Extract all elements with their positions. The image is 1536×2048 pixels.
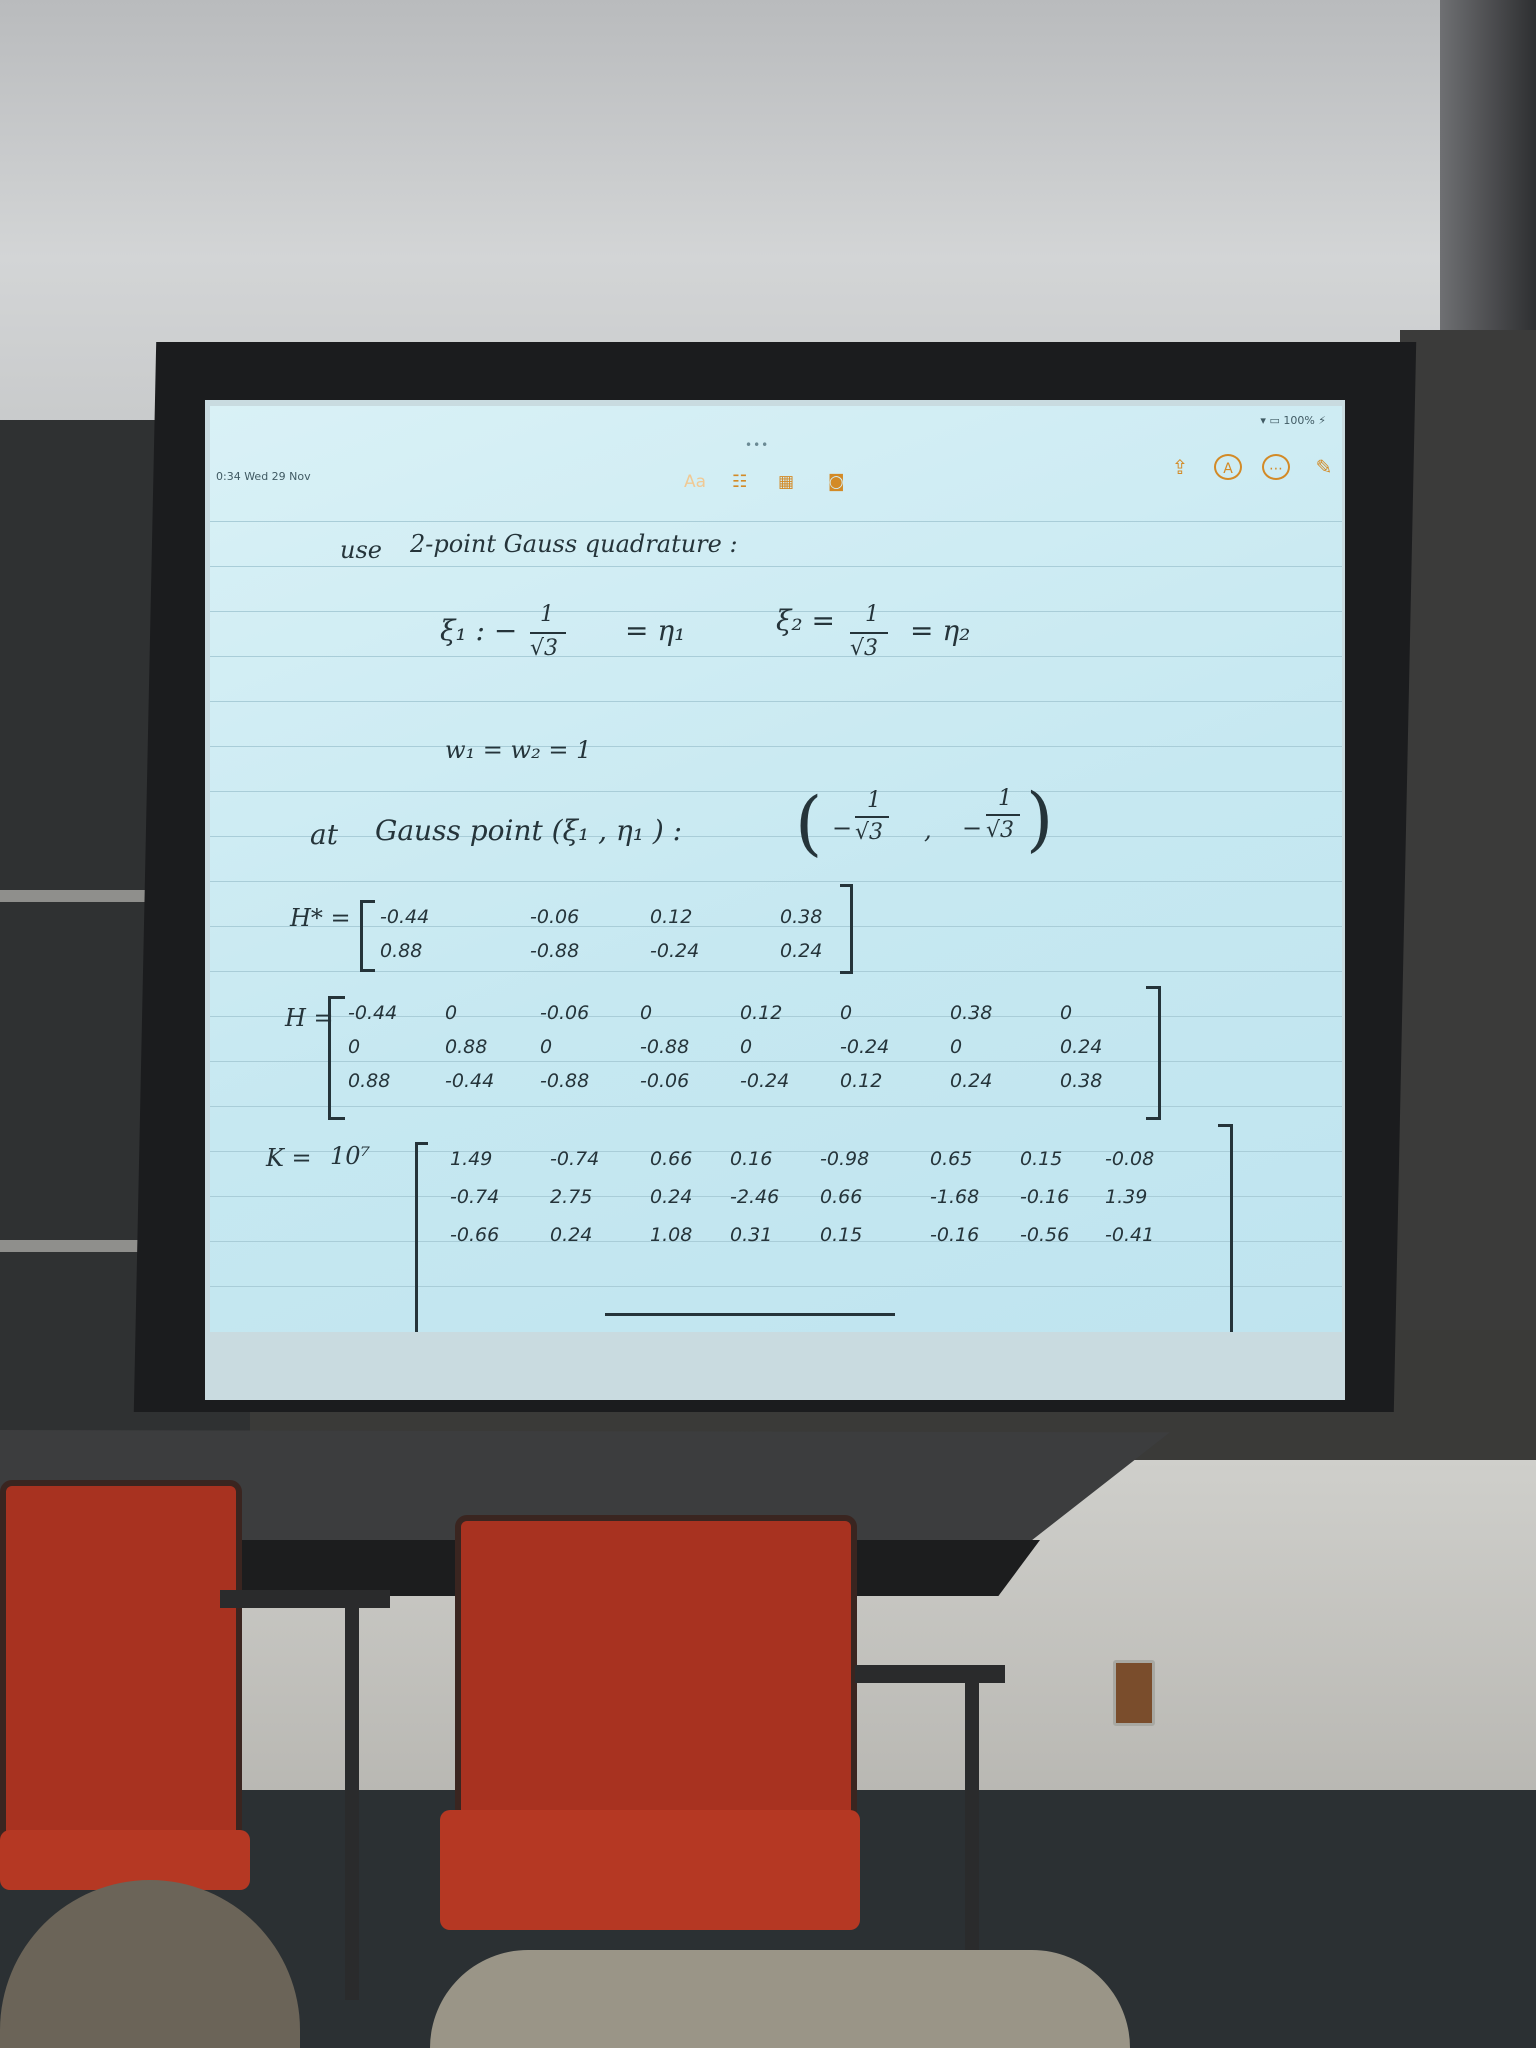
ruled-line [210, 1106, 1342, 1107]
frac3-num: 1 [867, 788, 881, 813]
frac4-bar [986, 814, 1020, 816]
chair-seat-right [440, 1810, 860, 1930]
compose-icon[interactable]: ✎ [1315, 455, 1333, 479]
frac4-den: √3 [986, 818, 1015, 843]
k-cell-r2-c1: -0.74 [450, 1186, 500, 1208]
h-cell-r2-c7: 0 [950, 1036, 963, 1058]
ruled-line [210, 656, 1342, 657]
h-cell-r3-c1: 0.88 [348, 1070, 391, 1092]
text-at: at [310, 818, 338, 851]
ruled-line [210, 971, 1342, 972]
status-battery: ▾ ▭ 100% ⚡ [1260, 414, 1326, 427]
weights: w₁ = w₂ = 1 [445, 736, 592, 764]
k-cell-r3-c4: 0.31 [730, 1224, 773, 1246]
k-cell-r3-c6: -0.16 [930, 1224, 980, 1246]
k-label: K = [266, 1144, 312, 1172]
h-cell-r1-c8: 0 [1060, 1002, 1073, 1024]
hstar-cell-r2-c2: -0.88 [530, 940, 580, 962]
table-icon[interactable]: ▦ [778, 472, 795, 492]
frac2-bar [850, 632, 888, 634]
k-cell-r3-c5: 0.15 [820, 1224, 863, 1246]
hstar-label: H* = [290, 904, 351, 932]
h-cell-r1-c4: 0 [640, 1002, 653, 1024]
xi1-eq: = η₁ [625, 614, 686, 647]
hstar-cell-r2-c1: 0.88 [380, 940, 423, 962]
foreground-chair-right [430, 1950, 1130, 2048]
ruled-line [210, 1151, 1342, 1152]
k-cell-r2-c7: -0.16 [1020, 1186, 1070, 1208]
k-cell-r1-c5: -0.98 [820, 1148, 870, 1170]
hstar-bracket-right [840, 884, 853, 974]
k-cell-r3-c2: 0.24 [550, 1224, 593, 1246]
ruled-line [210, 1241, 1342, 1242]
chair-back-left [0, 1480, 242, 1872]
k-cell-r3-c1: -0.66 [450, 1224, 500, 1246]
k-cell-r1-c2: -0.74 [550, 1148, 600, 1170]
h-cell-r1-c1: -0.44 [348, 1002, 398, 1024]
k-cell-r1-c8: -0.08 [1105, 1148, 1155, 1170]
h-cell-r2-c6: -0.24 [840, 1036, 890, 1058]
frac1-bar [530, 632, 566, 634]
text-heading: 2-point Gauss quadrature : [410, 530, 738, 558]
hstar-cell-r1-c3: 0.12 [650, 906, 693, 928]
k-cell-r2-c4: -2.46 [730, 1186, 780, 1208]
h-cell-r1-c6: 0 [840, 1002, 853, 1024]
frac1-num: 1 [540, 602, 554, 627]
k-cell-r1-c3: 0.66 [650, 1148, 693, 1170]
minus-1: − [832, 814, 853, 842]
k-cell-r1-c7: 0.15 [1020, 1148, 1063, 1170]
ruled-line [210, 1061, 1342, 1062]
chair-leg-left [345, 1600, 359, 2000]
k-cell-r3-c3: 1.08 [650, 1224, 693, 1246]
hstar-cell-r1-c4: 0.38 [780, 906, 823, 928]
h-cell-r2-c1: 0 [348, 1036, 361, 1058]
share-icon[interactable]: ⇪ [1171, 455, 1189, 479]
ruled-line [210, 521, 1342, 522]
k-cell-r2-c5: 0.66 [820, 1186, 863, 1208]
h-cell-r3-c7: 0.24 [950, 1070, 993, 1092]
h-cell-r1-c3: -0.06 [540, 1002, 590, 1024]
frac1-den: √3 [530, 636, 559, 661]
h-cell-r1-c5: 0.12 [740, 1002, 783, 1024]
minus-2: − [962, 814, 983, 842]
frac2-den: √3 [850, 636, 879, 661]
h-cell-r3-c2: -0.44 [445, 1070, 495, 1092]
paren-close: ) [1026, 778, 1054, 860]
k-cell-r1-c1: 1.49 [450, 1148, 493, 1170]
h-cell-r3-c5: -0.24 [740, 1070, 790, 1092]
xi2-eq: = η₂ [910, 614, 971, 647]
hstar-bracket-left [360, 900, 375, 972]
comma: , [924, 816, 932, 844]
camera-icon[interactable]: ◙ [828, 472, 845, 492]
h-cell-r2-c4: -0.88 [640, 1036, 690, 1058]
h-cell-r2-c5: 0 [740, 1036, 753, 1058]
h-cell-r2-c8: 0.24 [1060, 1036, 1103, 1058]
hstar-cell-r2-c3: -0.24 [650, 940, 700, 962]
xi1-lhs: ξ₁ : − [440, 614, 518, 647]
h-label: H = [285, 1004, 334, 1032]
ruled-line [210, 881, 1342, 882]
status-time-date: 0:34 Wed 29 Nov [216, 470, 311, 483]
k-strike-line [605, 1313, 895, 1316]
h-cell-r3-c8: 0.38 [1060, 1070, 1103, 1092]
ruled-line [210, 791, 1342, 792]
k-cell-r3-c8: -0.41 [1105, 1224, 1155, 1246]
h-cell-r2-c3: 0 [540, 1036, 553, 1058]
gauss-point-text: Gauss point (ξ₁ , η₁ ) : [375, 814, 683, 847]
k-cell-r1-c6: 0.65 [930, 1148, 973, 1170]
markup-icon[interactable]: A [1214, 454, 1242, 480]
k-factor: 10⁷ [330, 1142, 371, 1170]
k-cell-r2-c2: 2.75 [550, 1186, 593, 1208]
text-use: use [340, 536, 382, 564]
hstar-cell-r1-c2: -0.06 [530, 906, 580, 928]
h-cell-r2-c2: 0.88 [445, 1036, 488, 1058]
frac3-den: √3 [855, 820, 884, 845]
k-bracket-right [1218, 1124, 1233, 1332]
k-cell-r2-c6: -1.68 [930, 1186, 980, 1208]
frac4-num: 1 [998, 786, 1012, 811]
more-icon[interactable]: ⋯ [1262, 454, 1290, 480]
paren-open: ( [795, 782, 823, 864]
hstar-cell-r2-c4: 0.24 [780, 940, 823, 962]
frac2-num: 1 [865, 602, 879, 627]
xi2-lhs: ξ₂ = [776, 604, 836, 637]
projected-notes-app [210, 406, 1342, 1332]
chair-arm-right [855, 1665, 1005, 1683]
power-outlet [1113, 1660, 1155, 1726]
ruled-line [210, 566, 1342, 567]
ruled-line [210, 1286, 1342, 1287]
h-bracket-right [1146, 986, 1161, 1120]
hstar-cell-r1-c1: -0.44 [380, 906, 430, 928]
format-button[interactable]: Aa [684, 472, 707, 492]
k-cell-r1-c4: 0.16 [730, 1148, 773, 1170]
k-cell-r2-c8: 1.39 [1105, 1186, 1148, 1208]
k-cell-r2-c3: 0.24 [650, 1186, 693, 1208]
h-cell-r1-c2: 0 [445, 1002, 458, 1024]
ruled-line [210, 701, 1342, 702]
chair-arm-left [220, 1590, 390, 1608]
checklist-icon[interactable]: ☷ [732, 472, 748, 492]
h-cell-r1-c7: 0.38 [950, 1002, 993, 1024]
h-cell-r3-c6: 0.12 [840, 1070, 883, 1092]
frac3-bar [855, 816, 889, 818]
h-cell-r3-c4: -0.06 [640, 1070, 690, 1092]
k-cell-r3-c7: -0.56 [1020, 1224, 1070, 1246]
multitasking-dots[interactable]: ••• [745, 438, 770, 452]
k-bracket-left [415, 1142, 428, 1332]
h-cell-r3-c3: -0.88 [540, 1070, 590, 1092]
h-bracket-left [328, 996, 345, 1120]
ruled-line [210, 746, 1342, 747]
right-wall [1400, 330, 1536, 1330]
